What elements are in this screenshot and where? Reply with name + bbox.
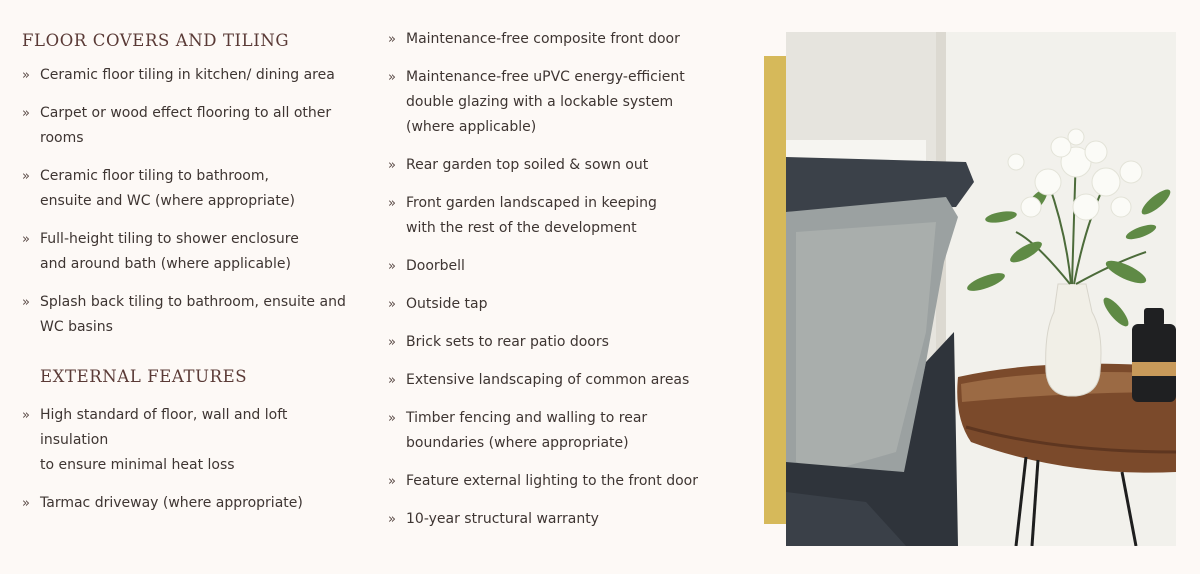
list-item-text: Timber fencing and walling to rear (406, 410, 648, 426)
bullet-icon: » (388, 70, 396, 85)
external-features-list (22, 403, 352, 529)
list-item (22, 63, 352, 88)
list-item-text: Carpet or wood effect flooring to all other (40, 105, 332, 121)
list-item (388, 292, 718, 317)
list-item (388, 330, 718, 355)
list-item (22, 290, 352, 340)
list-item-text: Maintenance-free composite front door (406, 31, 680, 47)
list-item-text: Full-height tiling to shower enclosure (40, 231, 299, 247)
list-item-text: Ceramic floor tiling in kitchen/ dining area (40, 67, 335, 83)
bullet-icon: » (22, 232, 30, 247)
list-item (388, 406, 718, 456)
list-item-text: Extensive landscaping of common areas (406, 372, 690, 388)
list-item (388, 153, 718, 178)
floor-covers-list (22, 63, 352, 353)
bullet-icon: » (22, 169, 30, 184)
list-item (22, 491, 352, 516)
list-item-text: Doorbell (406, 258, 465, 274)
bullet-icon: » (22, 496, 30, 511)
list-item-text: and around bath (where applicable) (40, 256, 291, 272)
bullet-icon: » (388, 196, 396, 211)
bullet-icon: » (388, 373, 396, 388)
list-item-text: Splash back tiling to bathroom, ensuite and (40, 294, 346, 310)
list-item-text: Rear garden top soiled & sown out (406, 157, 649, 173)
bullet-icon: » (388, 158, 396, 173)
bullet-icon: » (22, 408, 30, 423)
bullet-icon: » (388, 512, 396, 527)
bullet-icon: » (22, 295, 30, 310)
list-item-text: rooms (40, 130, 84, 146)
list-item-text: Ceramic floor tiling to bathroom, (40, 168, 269, 184)
bedroom-photo-illustration (786, 32, 1176, 546)
list-item-text: Brick sets to rear patio doors (406, 334, 609, 350)
list-item (22, 101, 352, 151)
list-item-text: Feature external lighting to the front door (406, 473, 698, 489)
external-features-heading: EXTERNAL FEATURES (40, 367, 248, 386)
list-item (388, 507, 718, 532)
bullet-icon: » (388, 259, 396, 274)
list-item (388, 65, 718, 140)
floor-covers-heading: FLOOR COVERS AND TILING (22, 31, 290, 50)
list-item (388, 27, 718, 52)
list-item-text: High standard of floor, wall and loft (40, 407, 288, 423)
list-item-text: 10-year structural warranty (406, 511, 599, 527)
bullet-icon: » (388, 411, 396, 426)
list-item-text: (where applicable) (406, 119, 537, 135)
bedroom-photo (786, 32, 1176, 546)
list-item-text: double glazing with a lockable system (406, 94, 674, 110)
list-item (22, 403, 352, 478)
list-item (22, 164, 352, 214)
list-item (388, 368, 718, 393)
bullet-icon: » (388, 297, 396, 312)
list-item-text: Tarmac driveway (where appropriate) (40, 495, 303, 511)
list-item-text: Outside tap (406, 296, 488, 312)
list-item (22, 227, 352, 277)
list-item (388, 469, 718, 494)
list-item-text: WC basins (40, 319, 113, 335)
bullet-icon: » (22, 106, 30, 121)
list-item-text: Maintenance-free uPVC energy-efficient (406, 69, 685, 85)
bullet-icon: » (388, 335, 396, 350)
list-item-text: boundaries (where appropriate) (406, 435, 629, 451)
list-item (388, 191, 718, 241)
list-item-text: ensuite and WC (where appropriate) (40, 193, 295, 209)
list-item-text: with the rest of the development (406, 220, 637, 236)
bullet-icon: » (388, 474, 396, 489)
bullet-icon: » (22, 68, 30, 83)
list-item-text: Front garden landscaped in keeping (406, 195, 657, 211)
bullet-icon: » (388, 32, 396, 47)
features-list-column-2 (388, 27, 718, 545)
list-item-text: insulation (40, 432, 109, 448)
list-item-text: to ensure minimal heat loss (40, 457, 235, 473)
accent-bar (764, 56, 788, 524)
list-item (388, 254, 718, 279)
